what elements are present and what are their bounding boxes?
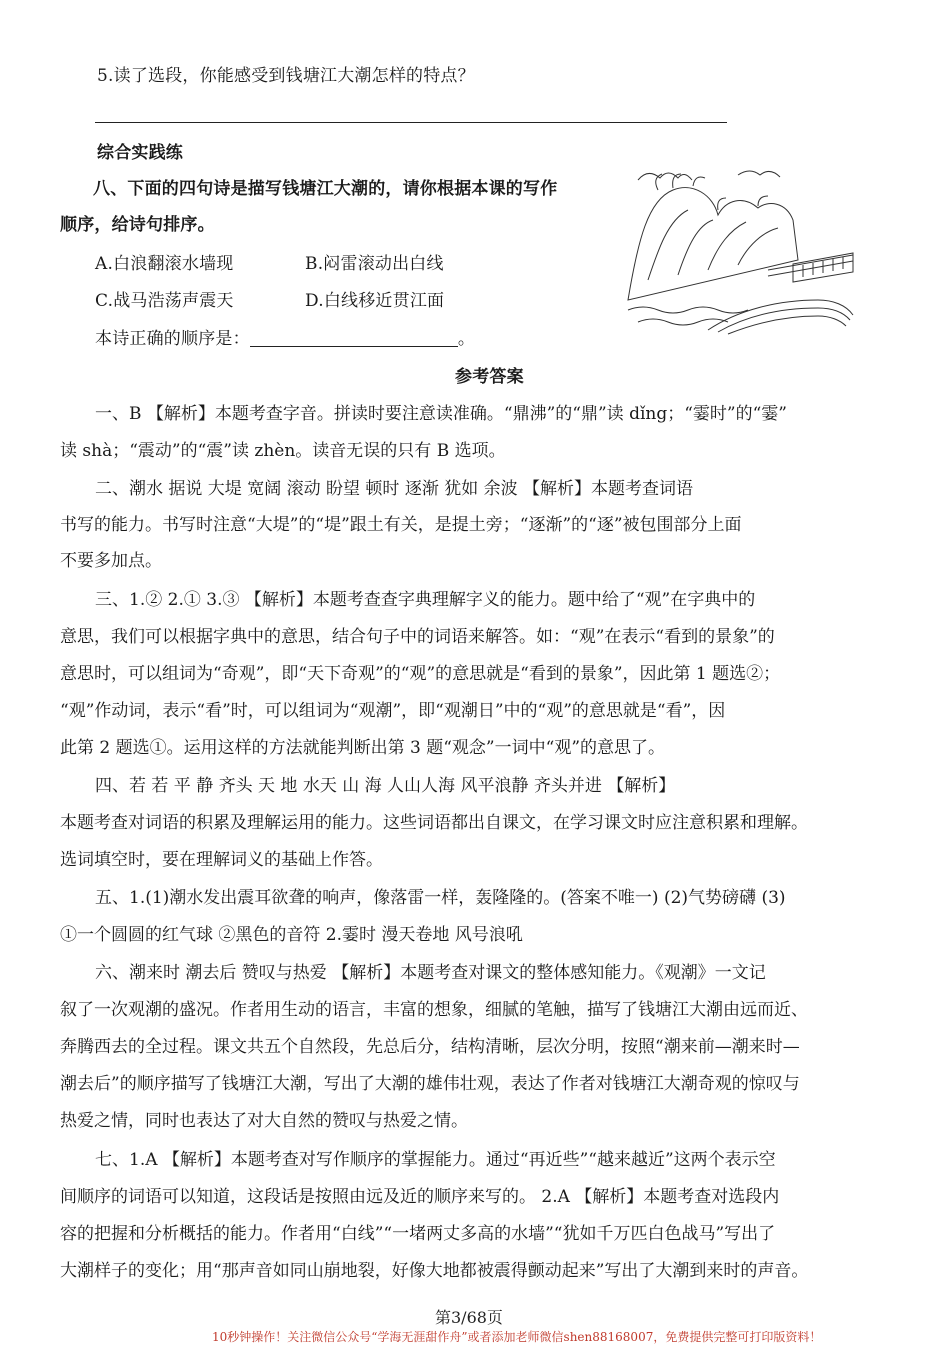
- option-d: D.白线移近贯江面: [305, 291, 445, 311]
- river-wave: [638, 319, 728, 325]
- shoreline-step: [728, 316, 846, 334]
- page-number: 第3/68页: [435, 1308, 503, 1327]
- answer-line: 选词填空时，要在理解词义的基础上作答。: [60, 850, 383, 870]
- order-answer-line: [95, 327, 475, 351]
- order-prefix: 本诗正确的顺序是：: [95, 329, 250, 349]
- wave-wall: [628, 188, 798, 300]
- option-b: B.闷雷滚动出白线: [305, 254, 444, 274]
- answer-line: 意思时，可以组词为“奇观”，即“天下奇观”的“观”的意思就是“看到的景象”，因此第 1 题选②；: [60, 664, 781, 684]
- question-8-line1: 八、下面的四句诗是描写钱塘江大潮的，请你根据本课的写作: [93, 179, 558, 199]
- wave-line: [648, 210, 688, 280]
- answer-line: 五、1.(1)潮水发出震耳欲聋的响声，像落雷一样，轰隆隆的。(答案不唯一) (2)气势磅礴 (3): [95, 888, 786, 908]
- answer-line: 容的把握和分析概括的能力。作者用“白线”“一堵两丈多高的水墙”“犹如千万匹白色战马”写出了: [60, 1224, 776, 1244]
- footer-note: 10秒钟操作！关注微信公众号“学海无涯甜作舟”或者添加老师微信shen88168007，免费提供完整可打印版资料！: [212, 1330, 822, 1344]
- answer-line: 叙了一次观潮的盛况。作者用生动的语言，丰富的想象，细腻的笔触，描写了钱塘江大潮由远而近、: [60, 1000, 808, 1020]
- answer-line: 意思，我们可以根据字典中的意思，结合句子中的词语来解答。如：“观”在表示“看到的景象”的: [60, 627, 775, 647]
- answer-line: 书写的能力。书写时注意“大堤”的“堤”跟土有关，是提土旁；“逐渐”的“逐”被包围部分上面: [60, 515, 742, 535]
- answer-line: 潮去后”的顺序描写了钱塘江大潮，写出了大潮的雄伟壮观，表达了作者对钱塘江大潮奇观的惊叹与: [60, 1074, 800, 1094]
- cloud-swirl: [638, 173, 692, 180]
- answers-title: 参考答案: [455, 367, 524, 387]
- answer-line: ①一个圆圆的红气球 ②黑色的音符 2.霎时 漫天卷地 风号浪吼: [60, 925, 523, 945]
- order-blank[interactable]: [250, 328, 458, 347]
- answer-line: 本题考查对词语的积累及理解运用的能力。这些词语都出自课文，在学习课文时应注意积累和理解。: [60, 813, 808, 833]
- wave-line: [738, 228, 778, 265]
- wave-line: [708, 222, 746, 270]
- answer-line: 二、潮水 据说 大堤 宽阔 滚动 盼望 顿时 逐渐 犹如 余波 【解析】本题考查词语: [95, 479, 694, 499]
- answer-line: “观”作动词，表示“看”时，可以组词为“观潮”，即“观潮日”中的“观”的意思就是“看”，因: [60, 701, 726, 721]
- cloud-swirl: [738, 171, 780, 177]
- wave-line: [678, 220, 713, 275]
- answer-line: 奔腾西去的全过程。课文共五个自然段，先总后分，结构清晰，层次分明，按照“潮来前—潮来时—: [60, 1037, 800, 1057]
- answer-line: 大潮样子的变化；用“那声音如同山崩地裂，好像大地都被震得颤动起来”写出了大潮到来时的声音。: [60, 1261, 809, 1281]
- answer-line: 四、若 若 平 静 齐头 天 地 水天 山 海 人山人海 风平浪静 齐头并进 【解析】: [95, 776, 676, 796]
- order-suffix: 。: [457, 329, 476, 349]
- section-title: 综合实践练: [97, 143, 183, 163]
- shoreline-step: [718, 308, 850, 332]
- question-8-line2: 顺序，给诗句排序。: [60, 215, 215, 235]
- answer-line: 间顺序的词语可以知道，这段话是按照由远及近的顺序来写的。 2.A 【解析】本题考查对选段内: [60, 1187, 780, 1207]
- answer-line: 不要多加点。: [60, 551, 162, 571]
- answer-line: 热爱之情，同时也表达了对大自然的赞叹与热爱之情。: [60, 1111, 468, 1131]
- option-c: C.战马浩荡声震天: [95, 291, 234, 311]
- river-wave: [628, 307, 748, 313]
- answer-line: 六、潮来时 潮去后 赞叹与热爱 【解析】本题考查对课文的整体感知能力。《观潮》一文记: [95, 963, 766, 983]
- answer-line: 一、B 【解析】本题考查字音。拼读时要注意读准确。“鼎沸”的“鼎”读 dǐng；“霎时”的“霎”: [95, 404, 787, 424]
- spray-curls: [656, 174, 768, 210]
- answer-line: 七、1.A 【解析】本题考查对写作顺序的掌握能力。通过“再近些”“越来越近”这两个表示空: [95, 1150, 776, 1170]
- option-a: A.白浪翻滚水墙现: [95, 254, 234, 274]
- answer-line: 读 shà；“震动”的“震”读 zhèn。读音无误的只有 B 选项。: [60, 441, 506, 461]
- answer-line: 此第 2 题选①。运用这样的方法就能判断出第 3 题“观念”一词中“观”的意思了。: [60, 738, 666, 758]
- question-5: 5.读了选段，你能感受到钱塘江大潮怎样的特点？: [97, 66, 475, 86]
- tidal-bore-illustration: [618, 160, 858, 335]
- answer-line: [95, 122, 727, 123]
- answer-line: 三、1.② 2.① 3.③ 【解析】本题考查查字典理解字义的能力。题中给了“观”在字典中的: [95, 590, 756, 610]
- embankment: [768, 255, 853, 276]
